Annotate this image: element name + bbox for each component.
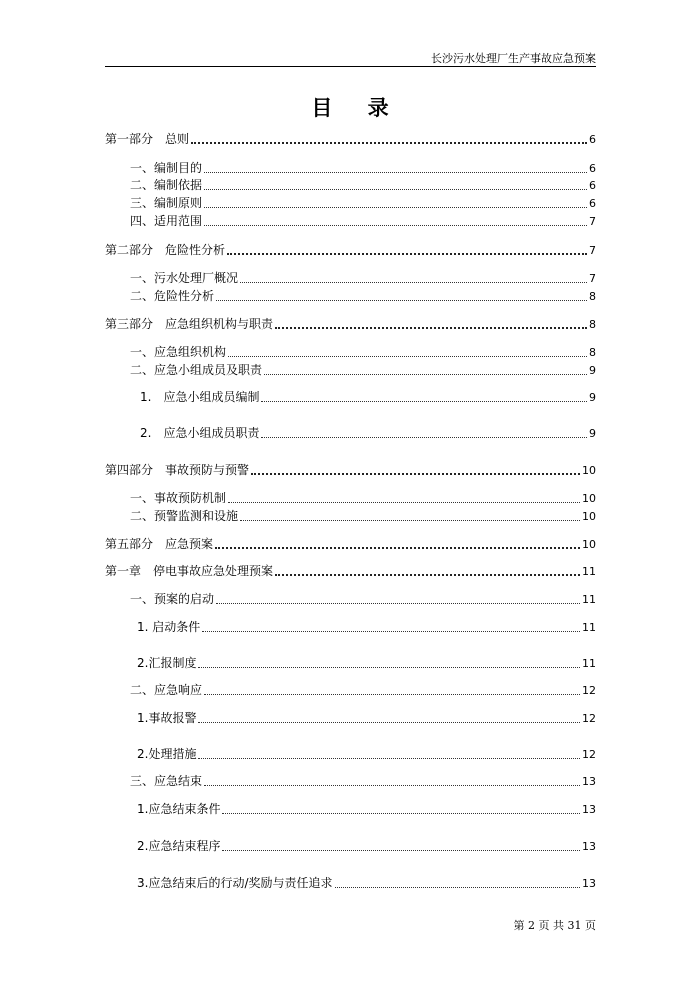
toc-entry-page: 8: [589, 346, 596, 359]
toc-entry-label: 1. 启动条件: [137, 620, 201, 634]
toc-entry-page: 6: [589, 133, 596, 146]
toc-entry[interactable]: [137, 747, 596, 762]
dot-leader: [204, 694, 580, 695]
toc-entry-label: 第一章 停电事故应急处理预案: [105, 564, 274, 578]
toc-entry-part-1[interactable]: [105, 132, 596, 147]
toc-entry-label: 第四部分 事故预防与预警: [105, 463, 250, 477]
dot-leader: [216, 300, 587, 301]
dot-leader: [264, 374, 587, 375]
dot-leader: [335, 887, 581, 888]
toc-entry-label: 二、应急小组成员及职责: [130, 363, 263, 377]
toc-entry[interactable]: [130, 683, 596, 698]
toc-entry-page: 13: [582, 877, 596, 890]
toc-entry-label: 一、污水处理厂概况: [130, 271, 239, 285]
toc-entry-page: 8: [589, 318, 596, 331]
toc-entry-label: 2.汇报制度: [137, 656, 197, 670]
toc-entry-page: 13: [582, 803, 596, 816]
toc-entry[interactable]: [140, 426, 596, 441]
toc-entry-label: 一、编制目的: [130, 161, 203, 175]
toc-entry[interactable]: [137, 839, 596, 854]
dot-leader: [204, 189, 587, 190]
toc-entry[interactable]: [137, 711, 596, 726]
toc-entry[interactable]: [130, 214, 596, 229]
toc-entry-label: 1.事故报警: [137, 711, 197, 725]
dot-leader: [198, 758, 580, 759]
toc-entry-chapter-1[interactable]: [105, 564, 596, 579]
toc-entry[interactable]: [130, 271, 596, 286]
toc-entry[interactable]: [137, 876, 596, 891]
toc-entry-page: 11: [582, 593, 596, 606]
page-footer: 第 2 页 共 31 页: [513, 919, 596, 932]
toc-entry-page: 11: [582, 621, 596, 634]
running-header: 长沙污水处理厂生产事故应急预案: [431, 52, 596, 65]
toc-title: 目 录: [311, 96, 403, 120]
dot-leader: [240, 282, 587, 283]
toc-entry-label: 2.处理措施: [137, 747, 197, 761]
toc-entry[interactable]: [137, 656, 596, 671]
toc-entry-label: 二、危险性分析: [130, 289, 215, 303]
toc-entry[interactable]: [137, 802, 596, 817]
toc-entry-label: 3.应急结束后的行动/奖励与责任追求: [137, 876, 333, 890]
toc-entry[interactable]: [137, 620, 596, 635]
dot-leader: [202, 631, 580, 632]
toc-entry-label: 第三部分 应急组织机构与职责: [105, 317, 274, 331]
toc-entry[interactable]: [130, 363, 596, 378]
dot-leader: [204, 785, 580, 786]
toc-entry-label: 二、编制依据: [130, 178, 203, 192]
toc-entry-label: 第一部分 总则: [105, 132, 190, 146]
dot-leader: [240, 520, 580, 521]
toc-entry-page: 10: [582, 464, 596, 477]
toc-entry-label: 第二部分 危险性分析: [105, 243, 226, 257]
dot-leader: [251, 473, 580, 475]
toc-entry[interactable]: [130, 345, 596, 360]
dot-leader: [204, 225, 587, 226]
toc-entry-label: 一、事故预防机制: [130, 491, 227, 505]
toc-entry-label: 四、适用范围: [130, 214, 203, 228]
toc-entry-page: 8: [589, 290, 596, 303]
dot-leader: [216, 603, 580, 604]
dot-leader: [198, 722, 580, 723]
toc-entry-page: 10: [582, 492, 596, 505]
dot-leader: [191, 142, 587, 144]
toc-entry-label: 2.应急结束程序: [137, 839, 221, 853]
toc-entry-page: 7: [589, 272, 596, 285]
dot-leader: [215, 547, 580, 549]
toc-entry-page: 13: [582, 775, 596, 788]
toc-entry-page: 11: [582, 657, 596, 670]
toc-entry-label: 2. 应急小组成员职责: [140, 426, 260, 440]
toc-entry[interactable]: [130, 509, 596, 524]
toc-entry-part-3[interactable]: [105, 317, 596, 332]
toc-entry-page: 9: [589, 427, 596, 440]
toc-entry-label: 第五部分 应急预案: [105, 537, 214, 551]
toc-entry[interactable]: [130, 161, 596, 176]
toc-entry[interactable]: [140, 390, 596, 405]
toc-entry-part-4[interactable]: [105, 463, 596, 478]
dot-leader: [198, 667, 580, 668]
dot-leader: [204, 207, 587, 208]
toc-entry-label: 三、应急结束: [130, 774, 203, 788]
toc-entry[interactable]: [130, 774, 596, 789]
toc-entry-page: 9: [589, 364, 596, 377]
toc-entry-page: 11: [582, 565, 596, 578]
toc-entry[interactable]: [130, 289, 596, 304]
dot-leader: [227, 253, 587, 255]
toc-entry[interactable]: [130, 178, 596, 193]
toc-entry-page: 7: [589, 215, 596, 228]
toc-entry[interactable]: [130, 592, 596, 607]
toc-entry-page: 10: [582, 538, 596, 551]
toc-entry-label: 一、应急组织机构: [130, 345, 227, 359]
toc-entry-label: 一、预案的启动: [130, 592, 215, 606]
toc-entry-part-5[interactable]: [105, 537, 596, 552]
toc-entry-part-2[interactable]: [105, 243, 596, 258]
toc-entry-page: 12: [582, 712, 596, 725]
toc-entry[interactable]: [130, 196, 596, 211]
dot-leader: [261, 401, 587, 402]
toc-entry-page: 6: [589, 162, 596, 175]
toc-entry-page: 6: [589, 179, 596, 192]
toc-entry-page: 13: [582, 840, 596, 853]
toc-entry-label: 二、应急响应: [130, 683, 203, 697]
dot-leader: [228, 356, 587, 357]
dot-leader: [222, 850, 580, 851]
toc-entry-label: 1.应急结束条件: [137, 802, 221, 816]
toc-entry-page: 12: [582, 684, 596, 697]
toc-entry-page: 9: [589, 391, 596, 404]
dot-leader: [228, 502, 580, 503]
toc-entry-label: 1. 应急小组成员编制: [140, 390, 260, 404]
dot-leader: [261, 437, 587, 438]
toc-entry-label: 二、预警监测和设施: [130, 509, 239, 523]
toc-entry-page: 7: [589, 244, 596, 257]
dot-leader: [222, 813, 580, 814]
dot-leader: [275, 574, 580, 576]
toc-entry-page: 10: [582, 510, 596, 523]
dot-leader: [275, 327, 587, 329]
toc-entry-page: 12: [582, 748, 596, 761]
toc-entry-page: 6: [589, 197, 596, 210]
toc-entry[interactable]: [130, 491, 596, 506]
dot-leader: [204, 172, 587, 173]
toc-entry-label: 三、编制原则: [130, 196, 203, 210]
